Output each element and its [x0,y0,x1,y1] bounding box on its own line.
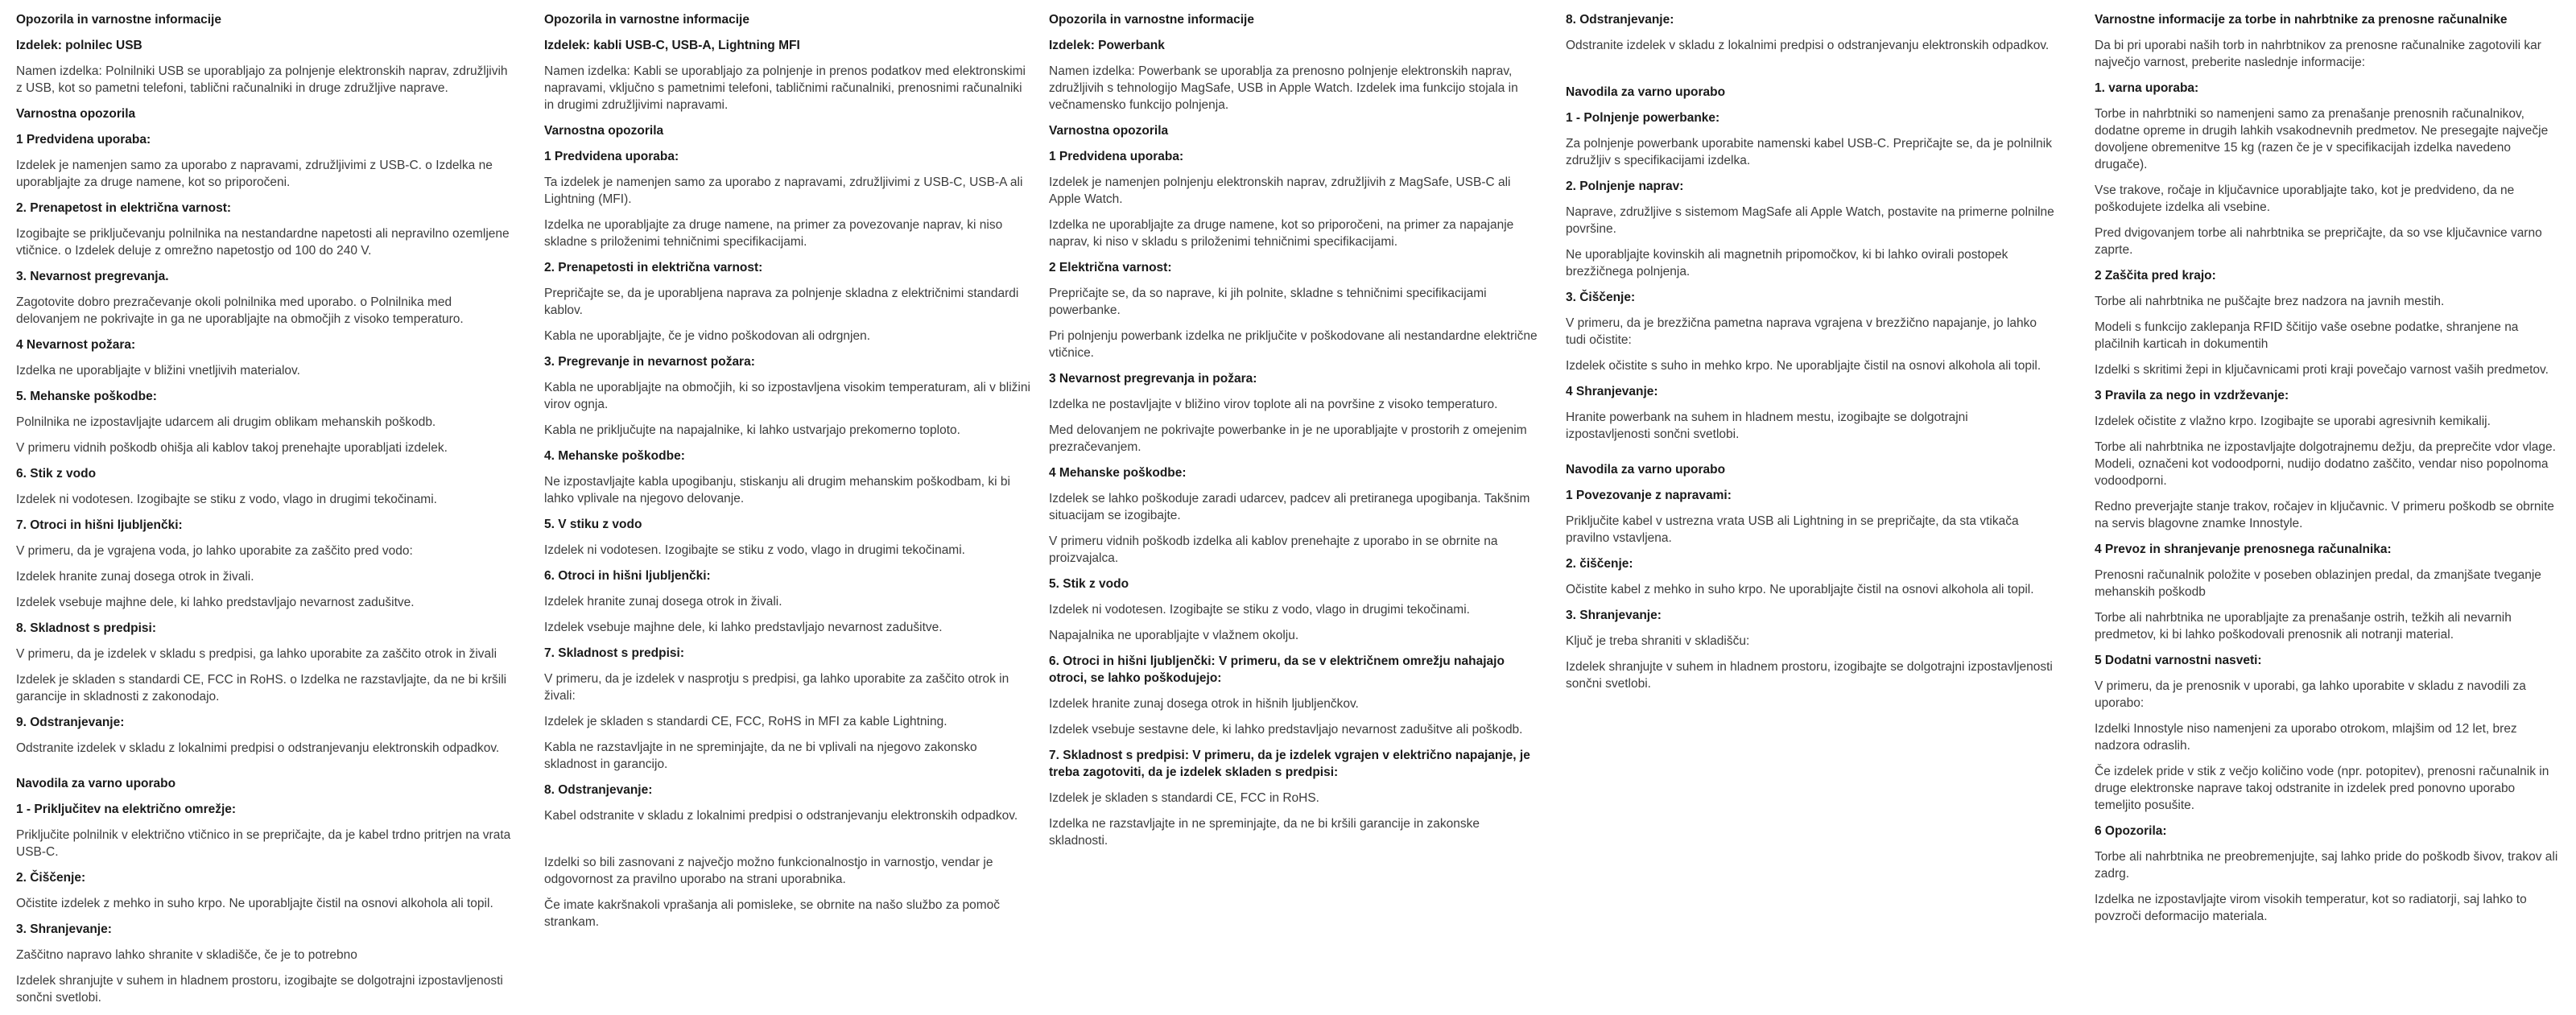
paragraph: Če imate kakršnakoli vprašanja ali pomisleke, se obrnite na našo službo za pomoč strankam. [544,898,1001,929]
paragraph: Izdelek shranjujte v suhem in hladnem prostoru, izogibajte se dolgotrajni izpostavljenosti sončni svetlobi. [16,974,503,1005]
heading: 3 Nevarnost pregrevanja in požara: [1049,372,1257,386]
paragraph: V primeru, da je prenosnik v uporabi, ga lahko uporabite v skladu z navodili za uporabo: [2095,679,2526,710]
paragraph: Izdelek ni vodotesen. Izogibajte se stiku z vodo, vlago in drugimi tekočinami. [16,493,437,506]
paragraph: V primeru vidnih poškodb ohišja ali kablov takoj prenehajte uporabljati izdelek. [16,441,448,455]
heading: Varnostna opozorila [544,124,664,138]
heading: 3. Shranjevanje: [1566,609,1662,622]
paragraph: Ne uporabljajte kovinskih ali magnetnih pripomočkov, ki bi lahko ovirali postopek brezžičnega polnjenja. [1566,248,2008,279]
paragraph: Namen izdelka: Polnilniki USB se uporabljajo za polnjenje elektronskih naprav, združljivih z USB, kot so pametni telefoni, tablični računalniki in druge združljive naprave. [16,64,508,95]
heading: 4. Mehanske poškodbe: [544,449,685,463]
paragraph: Redno preverjajte stanje trakov, ročajev in ključavnic. V primeru poškodb se obrnite na servis blagovne znamke Innostyle. [2095,500,2554,530]
heading: Izdelek: kabli USB-C, USB-A, Lightning MFI [544,39,800,52]
paragraph: Kabel odstranite v skladu z lokalnimi predpisi o odstranjevanju elektronskih odpadkov. [544,809,1018,823]
heading: 9. Odstranjevanje: [16,716,125,729]
paragraph: Namen izdelka: Powerbank se uporablja za prenosno polnjenje elektronskih naprav, združljivih s tehnologijo MagSafe, USB in Apple Watch. Izdelek ima funkcijo stojala in večnamensko funkcijo polnjenja. [1049,64,1518,112]
paragraph: Torbe in nahrbtniki so namenjeni samo za prenašanje prenosnih računalnikov, dodatne opreme in drugih lahkih vsakodnevnih predmetov. Ne presegajte največje dovoljene obremenitve 15 kg (razen če je v specifikacijah izdelka navedeno drugače). [2095,107,2549,171]
heading: 6 Opozorila: [2095,824,2167,838]
heading: 7. Skladnost s predpisi: V primeru, da je izdelek vgrajen v električno napajanje, je treba zagotoviti, da je izdelek skladen s predpisi: [1049,749,1530,779]
heading: 1. varna uporaba: [2095,81,2199,95]
heading: 4 Prevoz in shranjevanje prenosnega računalnika: [2095,543,2392,556]
column-usb-charger [16,11,514,1015]
column-powerbank [1049,11,1542,858]
paragraph: Priključite polnilnik v električno vtičnico in se prepričajte, da je kabel trdno pritrjen na vrata USB-C. [16,828,511,859]
paragraph: Izdelek očistite s suho in mehko krpo. Ne uporabljajte čistil na osnovi alkohola ali topil. [1566,359,2041,373]
heading: 3. Pregrevanje in nevarnost požara: [544,355,755,369]
paragraph: Zagotovite dobro prezračevanje okoli polnilnika med uporabo. o Polnilnika med delovanjem ne pokrivajte in ga ne uporabljajte na območjih z visoko temperaturo. [16,295,464,326]
heading: 4 Shranjevanje: [1566,385,1658,398]
paragraph: Izdelki so bili zasnovani z največjo možno funkcionalnostjo in varnostjo, vendar je odgovornost za pravilno uporabo na strani uporabnika. [544,856,993,886]
paragraph: Izdelka ne uporabljajte v bližini vnetljivih materialov. [16,364,300,378]
paragraph: Izdelki s skritimi žepi in ključavnicami proti kraji povečajo varnost vaših predmetov. [2095,363,2549,377]
heading: 2. Čiščenje: [16,871,86,885]
paragraph: V primeru vidnih poškodb izdelka ali kablov prenehajte z uporabo in se obrnite na proizvajalca. [1049,534,1498,565]
paragraph: Torbe ali nahrbtnika ne puščajte brez nadzora na javnih mestih. [2095,295,2445,308]
paragraph: Prepričajte se, da so naprave, ki jih polnite, skladne s tehničnimi specifikacijami powerbanke. [1049,287,1487,317]
paragraph: Izdelek je skladen s standardi CE, FCC in RoHS. [1049,791,1319,805]
heading: 1 Predvidena uporaba: [1049,150,1184,163]
paragraph: V primeru, da je izdelek v nasprotju s predpisi, ga lahko uporabite za zaščito otrok in živali: [544,672,1009,703]
heading: Varnostne informacije za torbe in nahrbtnike za prenosne računalnike [2095,13,2508,27]
paragraph: Za polnjenje powerbank uporabite namenski kabel USB-C. Prepričajte se, da je polnilnik združljiv s specifikacijami izdelka. [1566,137,2052,167]
paragraph: Napajalnika ne uporabljajte v vlažnem okolju. [1049,629,1299,642]
paragraph: Izdelek je namenjen samo za uporabo z napravami, združljivimi z USB-C. o Izdelka ne uporabljajte za druge namene, kot so priporočeni. [16,159,493,189]
paragraph: Če izdelek pride v stik z večjo količino vode (npr. potopitev), prenosni računalnik in druge elektronske naprave takoj odstranite in izdelek pred ponovno uporabo temeljito posušite. [2095,765,2549,812]
paragraph: Izdelka ne postavljajte v bližino virov toplote ali na površine z visoko temperaturo. [1049,398,1498,411]
paragraph: Torbe ali nahrbtnika ne izpostavljajte dolgotrajnemu dežju, da preprečite vdor vlage. Modeli, označeni kot vodoodporni, nudijo dodatno zaščito, vendar niso popolnoma vodoodporni. [2095,440,2556,488]
paragraph: Izdelka ne uporabljajte za druge namene, na primer za povezovanje naprav, ki niso skladne s priloženimi tehničnimi specifikacijami. [544,218,1003,249]
paragraph: V primeru, da je izdelek v skladu s predpisi, ga lahko uporabite za zaščito otrok in živali [16,647,497,661]
paragraph: Ta izdelek je namenjen samo za uporabo z napravami, združljivimi z USB-C, USB-A ali Lightning (MFI). [544,175,1023,206]
heading: Opozorila in varnostne informacije [544,13,749,27]
paragraph: V primeru, da je vgrajena voda, jo lahko uporabite za zaščito pred vodo: [16,544,413,558]
heading: 6. Otroci in hišni ljubljenčki: V primeru, da se v električnem omrežju nahajajo otroci, se lahko poškodujejo: [1049,654,1505,685]
heading: 1 Predvidena uporaba: [16,133,151,146]
paragraph: Izdelek shranjujte v suhem in hladnem prostoru, izogibajte se dolgotrajni izpostavljenosti sončni svetlobi. [1566,660,2053,691]
paragraph: Da bi pri uporabi naših torb in nahrbtnikov za prenosne računalnike zagotovili kar največjo varnost, preberite naslednje informacije: [2095,39,2541,69]
paragraph: Ne izpostavljajte kabla upogibanju, stiskanju ali drugim mehanskim poškodbam, ki bi lahko vplivale na njegovo delovanje. [544,475,1010,505]
paragraph: Pred dvigovanjem torbe ali nahrbtnika se prepričajte, da so vse ključavnice varno zaprte. [2095,226,2542,257]
paragraph: Izdelek hranite zunaj dosega otrok in hišnih ljubljenčkov. [1049,697,1359,711]
heading: Opozorila in varnostne informacije [1049,13,1254,27]
heading: 5. Stik z vodo [1049,577,1129,591]
paragraph: Ključ je treba shraniti v skladišču: [1566,634,1750,648]
paragraph: Kabla ne razstavljajte in ne spreminjajte, da ne bi vplivali na njegovo zakonsko skladnost in garancijo. [544,741,977,771]
paragraph: Očistite kabel z mehko in suho krpo. Ne uporabljajte čistil na osnovi alkohola ali topil. [1566,583,2034,596]
column-usage-guides [1566,11,2055,701]
heading: 2 Zaščita pred krajo: [2095,269,2216,283]
heading: 3. Nevarnost pregrevanja. [16,270,169,283]
heading: 3 Pravila za nego in vzdrževanje: [2095,389,2289,402]
heading: 8. Odstranjevanje: [544,783,653,797]
paragraph: Izdelka ne uporabljajte za druge namene, kot so priporočeni, na primer za napajanje naprav, ki niso v skladu s priloženimi tehničnimi specifikacijami. [1049,218,1514,249]
heading: 1 Predvidena uporaba: [544,150,679,163]
paragraph: Torbe ali nahrbtnika ne uporabljajte za prenašanje ostrih, težkih ali nevarnih predmetov, ki bi lahko poškodovali prenosnik ali notranji material. [2095,611,2512,642]
heading: 6. Stik z vodo [16,467,97,481]
paragraph: Izdelek vsebuje sestavne dele, ki lahko predstavljajo nevarnost zadušitve ali poškodb. [1049,723,1523,736]
heading: Varnostna opozorila [16,107,136,121]
heading: Navodila za varno uporabo [1566,85,1726,99]
heading: 3. Shranjevanje: [16,922,112,936]
paragraph: Izdelka ne izpostavljajte virom visokih temperatur, kot so radiatorji, saj lahko to povzroči deformacijo materiala. [2095,893,2527,923]
heading: Varnostna opozorila [1049,124,1169,138]
paragraph: Izdelek vsebuje majhne dele, ki lahko predstavljajo nevarnost zadušitve. [544,621,943,634]
heading: 2. Polnjenje naprav: [1566,179,1684,193]
spacer [16,765,514,775]
paragraph: Zaščitno napravo lahko shranite v skladišče, če je to potrebno [16,948,357,962]
paragraph: Izdelki Innostyle niso namenjeni za uporabo otrokom, mlajšim od 12 let, brez nadzora odraslih. [2095,722,2517,753]
spacer [1566,63,2055,84]
heading: 1 - Polnjenje powerbanke: [1566,111,1720,125]
heading: 5. V stiku z vodo [544,518,642,531]
paragraph: Kabla ne uporabljajte, če je vidno poškodovan ali odrgnjen. [544,329,871,343]
paragraph: V primeru, da je brezžična pametna naprava vgrajena v brezžično napajanje, jo lahko tudi očistite: [1566,316,2037,347]
heading: 1 - Priključitev na električno omrežje: [16,803,237,816]
paragraph: Odstranite izdelek v skladu z lokalnimi predpisi o odstranjevanju elektronskih odpadkov. [1566,39,2050,52]
paragraph: Pri polnjenju powerbank izdelka ne priključite v poškodovane ali nestandardne električne vtičnice. [1049,329,1538,360]
paragraph: Izdelek je namenjen polnjenju elektronskih naprav, združljivih z MagSafe, USB-C ali Apple Watch. [1049,175,1511,206]
spacer [544,833,1032,854]
paragraph: Naprave, združljive s sistemom MagSafe ali Apple Watch, postavite na primerne polnilne površine. [1566,205,2054,236]
heading: Izdelek: polnilec USB [16,39,142,52]
heading: Izdelek: Powerbank [1049,39,1165,52]
paragraph: Izdelek ni vodotesen. Izogibajte se stiku z vodo, vlago in drugimi tekočinami. [544,543,965,557]
paragraph: Izogibajte se priključevanju polnilnika na nestandardne napetosti ali nepravilno ozemljene vtičnice. o Izdelek deluje z omrežno napetostjo od 100 do 240 V. [16,227,510,258]
paragraph: Izdelek hranite zunaj dosega otrok in živali. [544,595,782,609]
heading: 8. Odstranjevanje: [1566,13,1674,27]
heading: 3. Čiščenje: [1566,291,1636,304]
heading: 2 Električna varnost: [1049,261,1172,274]
paragraph: Očistite izdelek z mehko in suho krpo. Ne uporabljajte čistil na osnovi alkohola ali topil. [16,897,493,910]
paragraph: Hranite powerbank na suhem in hladnem mestu, izogibajte se dolgotrajni izpostavljenosti sončni svetlobi. [1566,411,1968,441]
heading: 8. Skladnost s predpisi: [16,621,156,635]
paragraph: Izdelek ni vodotesen. Izogibajte se stiku z vodo, vlago in drugimi tekočinami. [1049,603,1470,617]
heading: 2. čiščenje: [1566,557,1633,571]
paragraph: Torbe ali nahrbtnika ne preobremenjujte, saj lahko pride do poškodb šivov, trakov ali zadrg. [2095,850,2558,881]
paragraph: Kabla ne priključujte na napajalnike, ki lahko ustvarjajo prekomerno toploto. [544,423,960,437]
paragraph: Prenosni računalnik položite v poseben oblazinjen predal, da zmanjšate tveganje mehanskih poškodb [2095,568,2541,599]
heading: 2. Prenapetost in električna varnost: [16,201,232,215]
heading: Opozorila in varnostne informacije [16,13,221,27]
heading: 7. Skladnost s predpisi: [544,646,684,660]
heading: 5 Dodatni varnostni nasveti: [2095,654,2262,667]
paragraph: Izdelek očistite z vlažno krpo. Izogibajte se uporabi agresivnih kemikalij. [2095,415,2491,428]
heading: 4 Mehanske poškodbe: [1049,466,1187,480]
heading: 1 Povezovanje z napravami: [1566,489,1732,502]
paragraph: Izdelek hranite zunaj dosega otrok in živali. [16,570,254,584]
heading: 4 Nevarnost požara: [16,338,136,352]
paragraph: Izdelek se lahko poškoduje zaradi udarcev, padcev ali pretiranega upogibanja. Takšnim situacijam se izogibajte. [1049,492,1530,522]
paragraph: Odstranite izdelek v skladu z lokalnimi predpisi o odstranjevanju elektronskih odpadkov. [16,741,500,755]
paragraph: Polnilnika ne izpostavljajte udarcem ali drugim oblikam mehanskih poškodb. [16,415,436,429]
heading: Navodila za varno uporabo [16,777,176,790]
heading: 2. Prenapetosti in električna varnost: [544,261,763,274]
heading: 6. Otroci in hišni ljubljenčki: [544,569,711,583]
heading: 7. Otroci in hišni ljubljenčki: [16,518,183,532]
paragraph: Vse trakove, ročaje in ključavnice uporabljajte tako, kot je predvideno, da ne poškodujete izdelka ali vsebine. [2095,184,2515,214]
paragraph: Med delovanjem ne pokrivajte powerbanke in je ne uporabljajte v prostorih z omejenim prezračevanjem. [1049,423,1527,454]
paragraph: Modeli s funkcijo zaklepanja RFID ščitijo vaše osebne podatke, shranjene na plačilnih karticah in dokumentih [2095,320,2519,351]
paragraph: Prepričajte se, da je uporabljena naprava za polnjenje skladna z električnimi standardi kablov. [544,287,1019,317]
column-laptop-bags [2095,11,2565,934]
paragraph: Izdelek vsebuje majhne dele, ki lahko predstavljajo nevarnost zadušitve. [16,596,415,609]
paragraph: Priključite kabel v ustrezna vrata USB ali Lightning in se prepričajte, da sta vtikača pravilno vstavljena. [1566,514,2019,545]
heading: 5. Mehanske poškodbe: [16,390,157,403]
heading: Navodila za varno uporabo [1566,463,1726,477]
paragraph: Namen izdelka: Kabli se uporabljajo za polnjenje in prenos podatkov med elektronskimi napravami, vključno s pametnimi telefoni, tabličnimi računalniki, prenosnimi računalniki in drugimi združljivimi napravami. [544,64,1026,112]
paragraph: Izdelek je skladen s standardi CE, FCC, RoHS in MFI za kable Lightning. [544,715,947,728]
paragraph: Izdelka ne razstavljajte in ne spreminjajte, da ne bi kršili garancije in zakonske skladnosti. [1049,817,1480,848]
column-cables [544,11,1032,939]
spacer [1566,452,2055,461]
paragraph: Kabla ne uporabljajte na območjih, ki so izpostavljena visokim temperaturam, ali v bližini virov ognja. [544,381,1030,411]
paragraph: Izdelek je skladen s standardi CE, FCC in RoHS. o Izdelka ne razstavljajte, da ne bi kršili garancije in skladnosti z zakonodajo. [16,673,507,703]
